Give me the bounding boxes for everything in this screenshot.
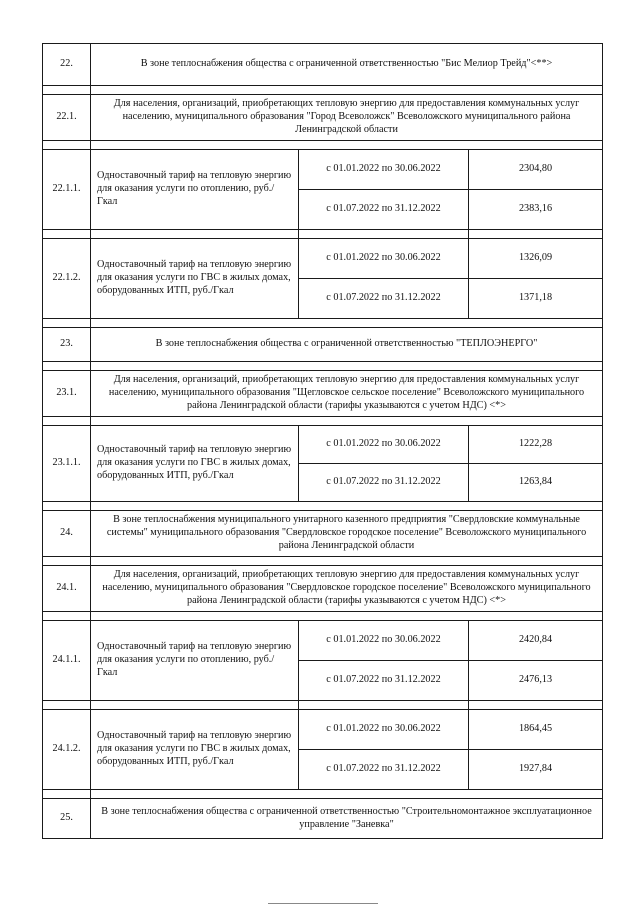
row-number: 23.1. bbox=[43, 371, 91, 417]
section-row-24 bbox=[43, 511, 603, 557]
tariff-table bbox=[42, 43, 603, 839]
row-number: 24.1. bbox=[43, 566, 91, 612]
period-cell: с 01.07.2022 по 31.12.2022 bbox=[299, 464, 469, 502]
period-cell: с 01.01.2022 по 30.06.2022 bbox=[299, 239, 469, 279]
row-number: 23.1.1. bbox=[43, 426, 91, 502]
section-title: В зоне теплоснабжения общества с ограниченной ответственностью "Строительномонтажное эксплуатационное управление "Заневка" bbox=[91, 799, 603, 839]
row-number: 24. bbox=[43, 511, 91, 557]
tariff-description: Одноставочный тариф на тепловую энергию для оказания услуги по ГВС в жилых домах, оборудованных ИТП, руб./Гкал bbox=[91, 426, 299, 502]
row-number: 25. bbox=[43, 799, 91, 839]
row-number: 24.1.1. bbox=[43, 621, 91, 701]
value-cell: 2476,13 bbox=[469, 661, 603, 701]
subsection-row-22-1 bbox=[43, 95, 603, 141]
period-cell: с 01.07.2022 по 31.12.2022 bbox=[299, 190, 469, 230]
section-row-25 bbox=[43, 799, 603, 839]
tariff-row-23-1-1 bbox=[43, 426, 603, 464]
value-cell: 1263,84 bbox=[469, 464, 603, 502]
value-cell: 1222,28 bbox=[469, 426, 603, 464]
tariff-row-24-1-1 bbox=[43, 621, 603, 661]
period-cell: с 01.07.2022 по 31.12.2022 bbox=[299, 750, 469, 790]
tariff-description: Одноставочный тариф на тепловую энергию для оказания услуги по отоплению, руб./Гкал bbox=[91, 150, 299, 230]
footer-rule bbox=[268, 903, 378, 904]
period-cell: с 01.01.2022 по 30.06.2022 bbox=[299, 150, 469, 190]
value-cell: 2304,80 bbox=[469, 150, 603, 190]
tariff-row-22-1-1 bbox=[43, 150, 603, 190]
value-cell: 1371,18 bbox=[469, 279, 603, 319]
row-number: 22.1. bbox=[43, 95, 91, 141]
period-cell: с 01.07.2022 по 31.12.2022 bbox=[299, 661, 469, 701]
subsection-title: Для населения, организаций, приобретающих тепловую энергию для предоставления коммунальных услуг населению, муниципального образования "Щегловское сельское поселение" Всеволожского муниципального района Ленинградской области (тарифы указываются с учетом НДС) <*> bbox=[91, 371, 603, 417]
row-number: 22. bbox=[43, 44, 91, 86]
period-cell: с 01.01.2022 по 30.06.2022 bbox=[299, 710, 469, 750]
period-cell: с 01.01.2022 по 30.06.2022 bbox=[299, 621, 469, 661]
tariff-description: Одноставочный тариф на тепловую энергию для оказания услуги по отоплению, руб./Гкал bbox=[91, 621, 299, 701]
period-cell: с 01.07.2022 по 31.12.2022 bbox=[299, 279, 469, 319]
tariff-table-page bbox=[42, 43, 602, 839]
value-cell: 1326,09 bbox=[469, 239, 603, 279]
tariff-description: Одноставочный тариф на тепловую энергию для оказания услуги по ГВС в жилых домах, оборудованных ИТП, руб./Гкал bbox=[91, 710, 299, 790]
row-number: 24.1.2. bbox=[43, 710, 91, 790]
section-title: В зоне теплоснабжения общества с ограниченной ответственностью "Бис Мелиор Трейд"<**> bbox=[91, 44, 603, 86]
subsection-row-24-1 bbox=[43, 566, 603, 612]
value-cell: 2383,16 bbox=[469, 190, 603, 230]
row-number: 23. bbox=[43, 328, 91, 362]
subsection-row-23-1 bbox=[43, 371, 603, 417]
row-number: 22.1.1. bbox=[43, 150, 91, 230]
subsection-title: Для населения, организаций, приобретающих тепловую энергию для предоставления коммунальных услуг населению, муниципального образования "Свердловское городское поселение" Всеволожского муниципального района Ленинградской области (тарифы указываются с учетом НДС) <*> bbox=[91, 566, 603, 612]
period-cell: с 01.01.2022 по 30.06.2022 bbox=[299, 426, 469, 464]
value-cell: 1927,84 bbox=[469, 750, 603, 790]
value-cell: 1864,45 bbox=[469, 710, 603, 750]
tariff-row-22-1-2 bbox=[43, 239, 603, 279]
tariff-row-24-1-2 bbox=[43, 710, 603, 750]
section-row-22 bbox=[43, 44, 603, 86]
section-title: В зоне теплоснабжения муниципального унитарного казенного предприятия "Свердловские коммунальные системы" муниципального образования "Свердловское городское поселение" Всеволожского муниципального района Ленинградской области bbox=[91, 511, 603, 557]
row-number: 22.1.2. bbox=[43, 239, 91, 319]
tariff-description: Одноставочный тариф на тепловую энергию для оказания услуги по ГВС в жилых домах, оборудованных ИТП, руб./Гкал bbox=[91, 239, 299, 319]
subsection-title: Для населения, организаций, приобретающих тепловую энергию для предоставления коммунальных услуг населению, муниципального образования "Город Всеволожск" Всеволожского муниципального района Ленинградской области bbox=[91, 95, 603, 141]
value-cell: 2420,84 bbox=[469, 621, 603, 661]
section-row-23 bbox=[43, 328, 603, 362]
section-title: В зоне теплоснабжения общества с ограниченной ответственностью "ТЕПЛОЭНЕРГО" bbox=[91, 328, 603, 362]
